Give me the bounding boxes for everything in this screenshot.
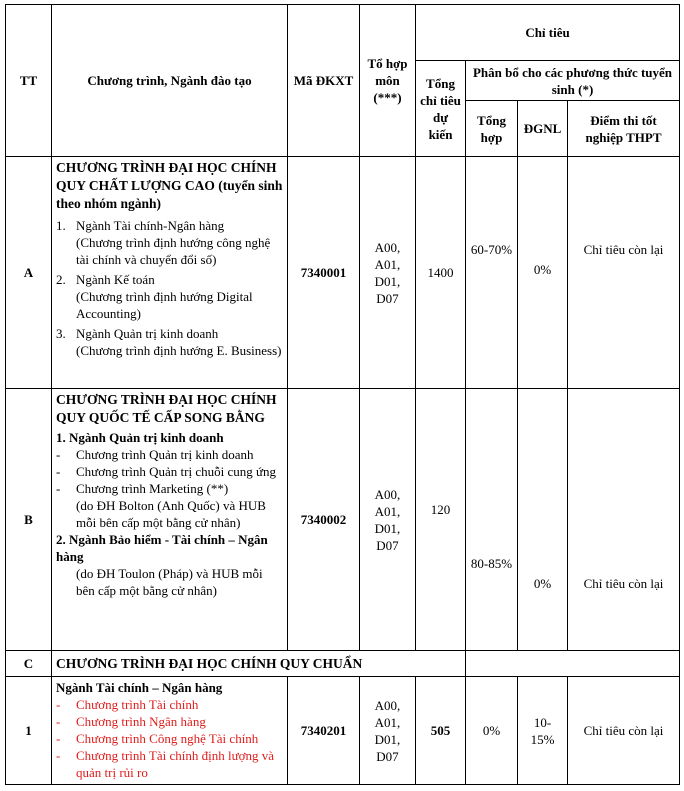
section-title: CHƯƠNG TRÌNH ĐẠI HỌC CHÍNH QUY CHẤT LƯỢNG CAO (tuyển sinh theo nhóm ngành) xyxy=(56,160,283,211)
section-title: CHƯƠNG TRÌNH ĐẠI HỌC CHÍNH QUY CHUẨN xyxy=(52,651,466,677)
header-method-1: Tổng hợp xyxy=(466,101,518,157)
program-note: (do ĐH Toulon (Pháp) và HUB mỗi bên cấp một bằng cử nhân) xyxy=(76,566,263,598)
major-title: 1. Ngành Quản trị kinh doanh xyxy=(56,430,224,445)
table-row xyxy=(6,389,680,651)
admission-quota-table xyxy=(5,4,680,785)
program-note: (Chương trình định hướng Digital Accounting) xyxy=(76,289,253,321)
row-method-3: Chỉ tiêu còn lại xyxy=(568,677,680,785)
list-item: - Chương trình Tài chính định lượng và quản trị rủi ro xyxy=(56,748,275,780)
row-tt: 1 xyxy=(6,677,52,785)
program-note: (do ĐH Bolton (Anh Quốc) và HUB mỗi bên cấp một bằng cử nhân) xyxy=(76,498,266,530)
major-title: Ngành Tài chính – Ngân hàng xyxy=(56,680,223,695)
list-item: 1. Ngành Tài chính-Ngân hàng xyxy=(56,218,225,233)
header-allocation: Phân bổ cho các phương thức tuyển sinh (*) xyxy=(466,61,680,101)
row-code: 7340002 xyxy=(288,389,360,651)
list-item: - Chương trình Marketing (**) xyxy=(56,481,229,496)
program-cell xyxy=(52,677,288,785)
header-method-3: Điểm thi tốt nghiệp THPT xyxy=(568,101,680,157)
list-item: - Chương trình Ngân hàng xyxy=(56,714,206,729)
list-item: 3. Ngành Quản trị kinh doanh xyxy=(56,326,219,341)
row-method-1: 60-70% xyxy=(466,157,518,389)
row-method-2: 0% xyxy=(518,389,568,651)
table-row xyxy=(6,157,680,389)
table-row xyxy=(6,651,680,677)
table-row xyxy=(6,677,680,785)
list-item: - Chương trình Quản trị kinh doanh xyxy=(56,447,254,462)
header-quota: Chỉ tiêu xyxy=(416,5,680,61)
row-method-1: 0% xyxy=(466,677,518,785)
row-method-2: 0% xyxy=(518,157,568,389)
list-item: - Chương trình Công nghệ Tài chính xyxy=(56,731,259,746)
list-item: - Chương trình Quản trị chuỗi cung ứng xyxy=(56,464,277,479)
row-tt: A xyxy=(6,157,52,389)
header-total: Tổng chỉ tiêu dự kiến xyxy=(416,61,466,157)
row-method-2: 10-15% xyxy=(518,677,568,785)
row-method-3: Chỉ tiêu còn lại xyxy=(568,157,680,389)
header-code: Mã ĐKXT xyxy=(288,5,360,157)
program-note: (Chương trình định hướng E. Business) xyxy=(76,343,282,358)
row-combo: A00, A01, D01, D07 xyxy=(360,677,416,785)
header-combo: Tổ hợp môn (***) xyxy=(360,5,416,157)
section-title: CHƯƠNG TRÌNH ĐẠI HỌC CHÍNH QUY QUỐC TẾ CẤP SONG BẰNG xyxy=(56,392,277,425)
header-method-2: ĐGNL xyxy=(518,101,568,157)
row-method-1: 80-85% xyxy=(466,389,518,651)
row-method-3: Chỉ tiêu còn lại xyxy=(568,389,680,651)
row-total: 120 xyxy=(416,389,466,651)
row-code: 7340001 xyxy=(288,157,360,389)
row-tt: C xyxy=(6,651,52,677)
program-note: (Chương trình định hướng công nghệ tài chính và chuyển đổi số) xyxy=(76,235,271,267)
header-program: Chương trình, Ngành đào tạo xyxy=(52,5,288,157)
row-combo: A00, A01, D01, D07 xyxy=(360,157,416,389)
row-tt: B xyxy=(6,389,52,651)
list-item: - Chương trình Tài chính xyxy=(56,697,199,712)
row-total: 1400 xyxy=(416,157,466,389)
row-total: 505 xyxy=(416,677,466,785)
program-cell xyxy=(52,157,288,389)
program-cell xyxy=(52,389,288,651)
row-combo: A00, A01, D01, D07 xyxy=(360,389,416,651)
list-item: 2. Ngành Kế toán xyxy=(56,272,155,287)
major-title: 2. Ngành Bảo hiểm - Tài chính – Ngân hàng xyxy=(56,532,268,564)
row-code: 7340201 xyxy=(288,677,360,785)
header-tt: TT xyxy=(6,5,52,157)
